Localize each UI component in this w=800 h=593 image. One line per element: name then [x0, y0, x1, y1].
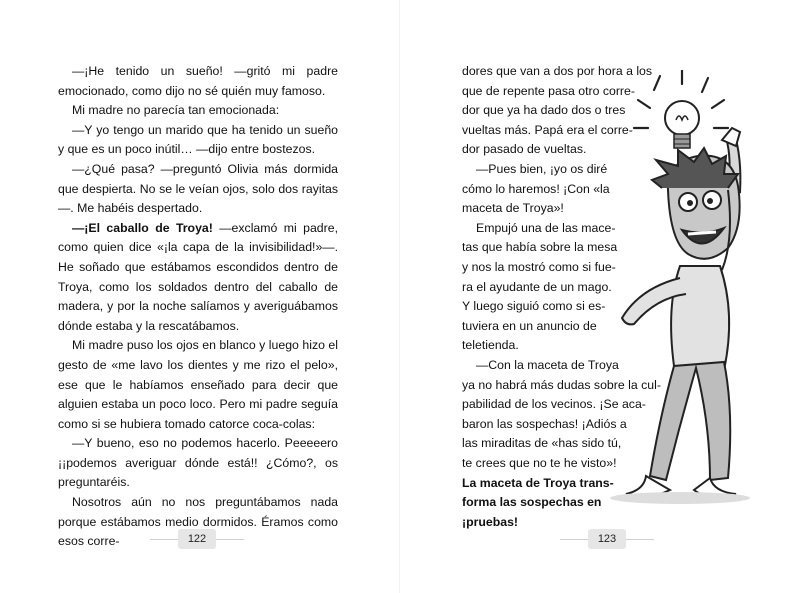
paragraph: —Y yo tengo un marido que ha tenido un sueño y que es un poco inútil… —dijo entre bostezos. — [58, 122, 338, 157]
text-line: y nos la mostró como si fue- — [462, 260, 616, 274]
man-with-lightbulb-illustration — [610, 70, 795, 510]
lightbulb-icon — [665, 101, 699, 148]
text-line-bold: ¡pruebas! — [462, 514, 519, 529]
text-line: tuviera en un anuncio de — [462, 318, 597, 333]
paragraph: —Y bueno, eso no podemos hacerlo. Peeeeero ¡¡podemos averiguar dónde está!! ¿Cómo?, os preguntaréis. — [58, 436, 338, 490]
text-line: —Pues bien, ¡yo os diré — [476, 162, 608, 176]
page-number-rule — [150, 539, 178, 540]
text-line: Empujó una de las mace- — [476, 220, 616, 235]
page-number-rule — [216, 539, 244, 540]
paragraph: Mi madre no parecía tan emocionada: — [72, 103, 280, 118]
page-number-rule — [560, 539, 588, 540]
text-line-bold: forma las sospechas en — [462, 495, 602, 510]
left-page-text — [58, 62, 338, 552]
text-line: vueltas más. Papá era el corre- — [462, 122, 633, 137]
text-line: que de repente pasa otro corre- — [462, 83, 635, 98]
text-line: dores que van a dos por hora a los — [462, 64, 653, 78]
text-line: cómo lo haremos! ¡Con «la — [462, 181, 610, 196]
text-line: las miraditas de «has sido tú, — [462, 436, 622, 451]
paragraph: —¡He tenido un sueño! —gritó mi padre emocionado, como dijo no sé quién muy famoso. — [58, 64, 338, 98]
text-line: Y luego siguió como si es- — [462, 299, 606, 314]
paragraph — [58, 219, 338, 337]
text-line: teletienda. — [462, 338, 519, 353]
text-line: pabilidad de los vecinos. ¡Se aca- — [462, 397, 646, 412]
text-line: —Con la maceta de Troya — [476, 358, 619, 372]
page-number: 122 — [178, 529, 216, 549]
text-line: baron las sospechas! ¡Adiós a — [462, 416, 627, 431]
text-line: dor que ya ha dado dos o tres — [462, 103, 626, 118]
text-line: dor pasado de vueltas. — [462, 142, 587, 157]
paragraph: —¿Qué pasa? —preguntó Olivia más dormida que despierta. No se le veían ojos, solo dos rayitas—. Me habéis despertado. — [58, 161, 338, 216]
bold-phrase: —¡El caballo de Troya! — [72, 220, 213, 235]
ground-shadow — [610, 492, 750, 504]
text-line: ya no habrá más dudas sobre la cul- — [462, 377, 661, 392]
paragraph-continuation: —exclamó mi padre, como quien dice «¡la capa de la invisibilidad!»—. He soñado que estábamos escondidos dentro de Troya, como los soldados dentro del caballo de madera, y por la noche salíamos y averiguábamos dónde estaba y la rescatábamos. — [58, 220, 338, 333]
text-line: ra el ayudante de un mago. — [462, 279, 612, 294]
pointing-hand — [722, 128, 740, 146]
text-line: te crees que no te he visto»! — [462, 456, 617, 470]
text-line: tas que había sobre la mesa — [462, 240, 618, 255]
legs — [650, 362, 730, 480]
text-line: maceta de Troya»! — [462, 201, 564, 216]
head — [652, 148, 740, 259]
page-number: 123 — [588, 529, 626, 549]
text-line-bold: La maceta de Troya trans- — [462, 475, 614, 490]
paragraph: Nosotros aún no nos preguntábamos nada porque estábamos medio dormidos. Éramos como esos corre- — [58, 495, 338, 549]
right-page — [400, 0, 800, 593]
paragraph: Mi madre puso los ojos en blanco y luego hizo el gesto de «me lavo los dientes y me rizo el pelo», ese que le habíamos enseñado para decir que alguien estaba un poco loco. Pero mi padre seguía como si se hubiera tomado catorce coca-colas: — [58, 338, 338, 431]
page-number-rule — [626, 539, 654, 540]
